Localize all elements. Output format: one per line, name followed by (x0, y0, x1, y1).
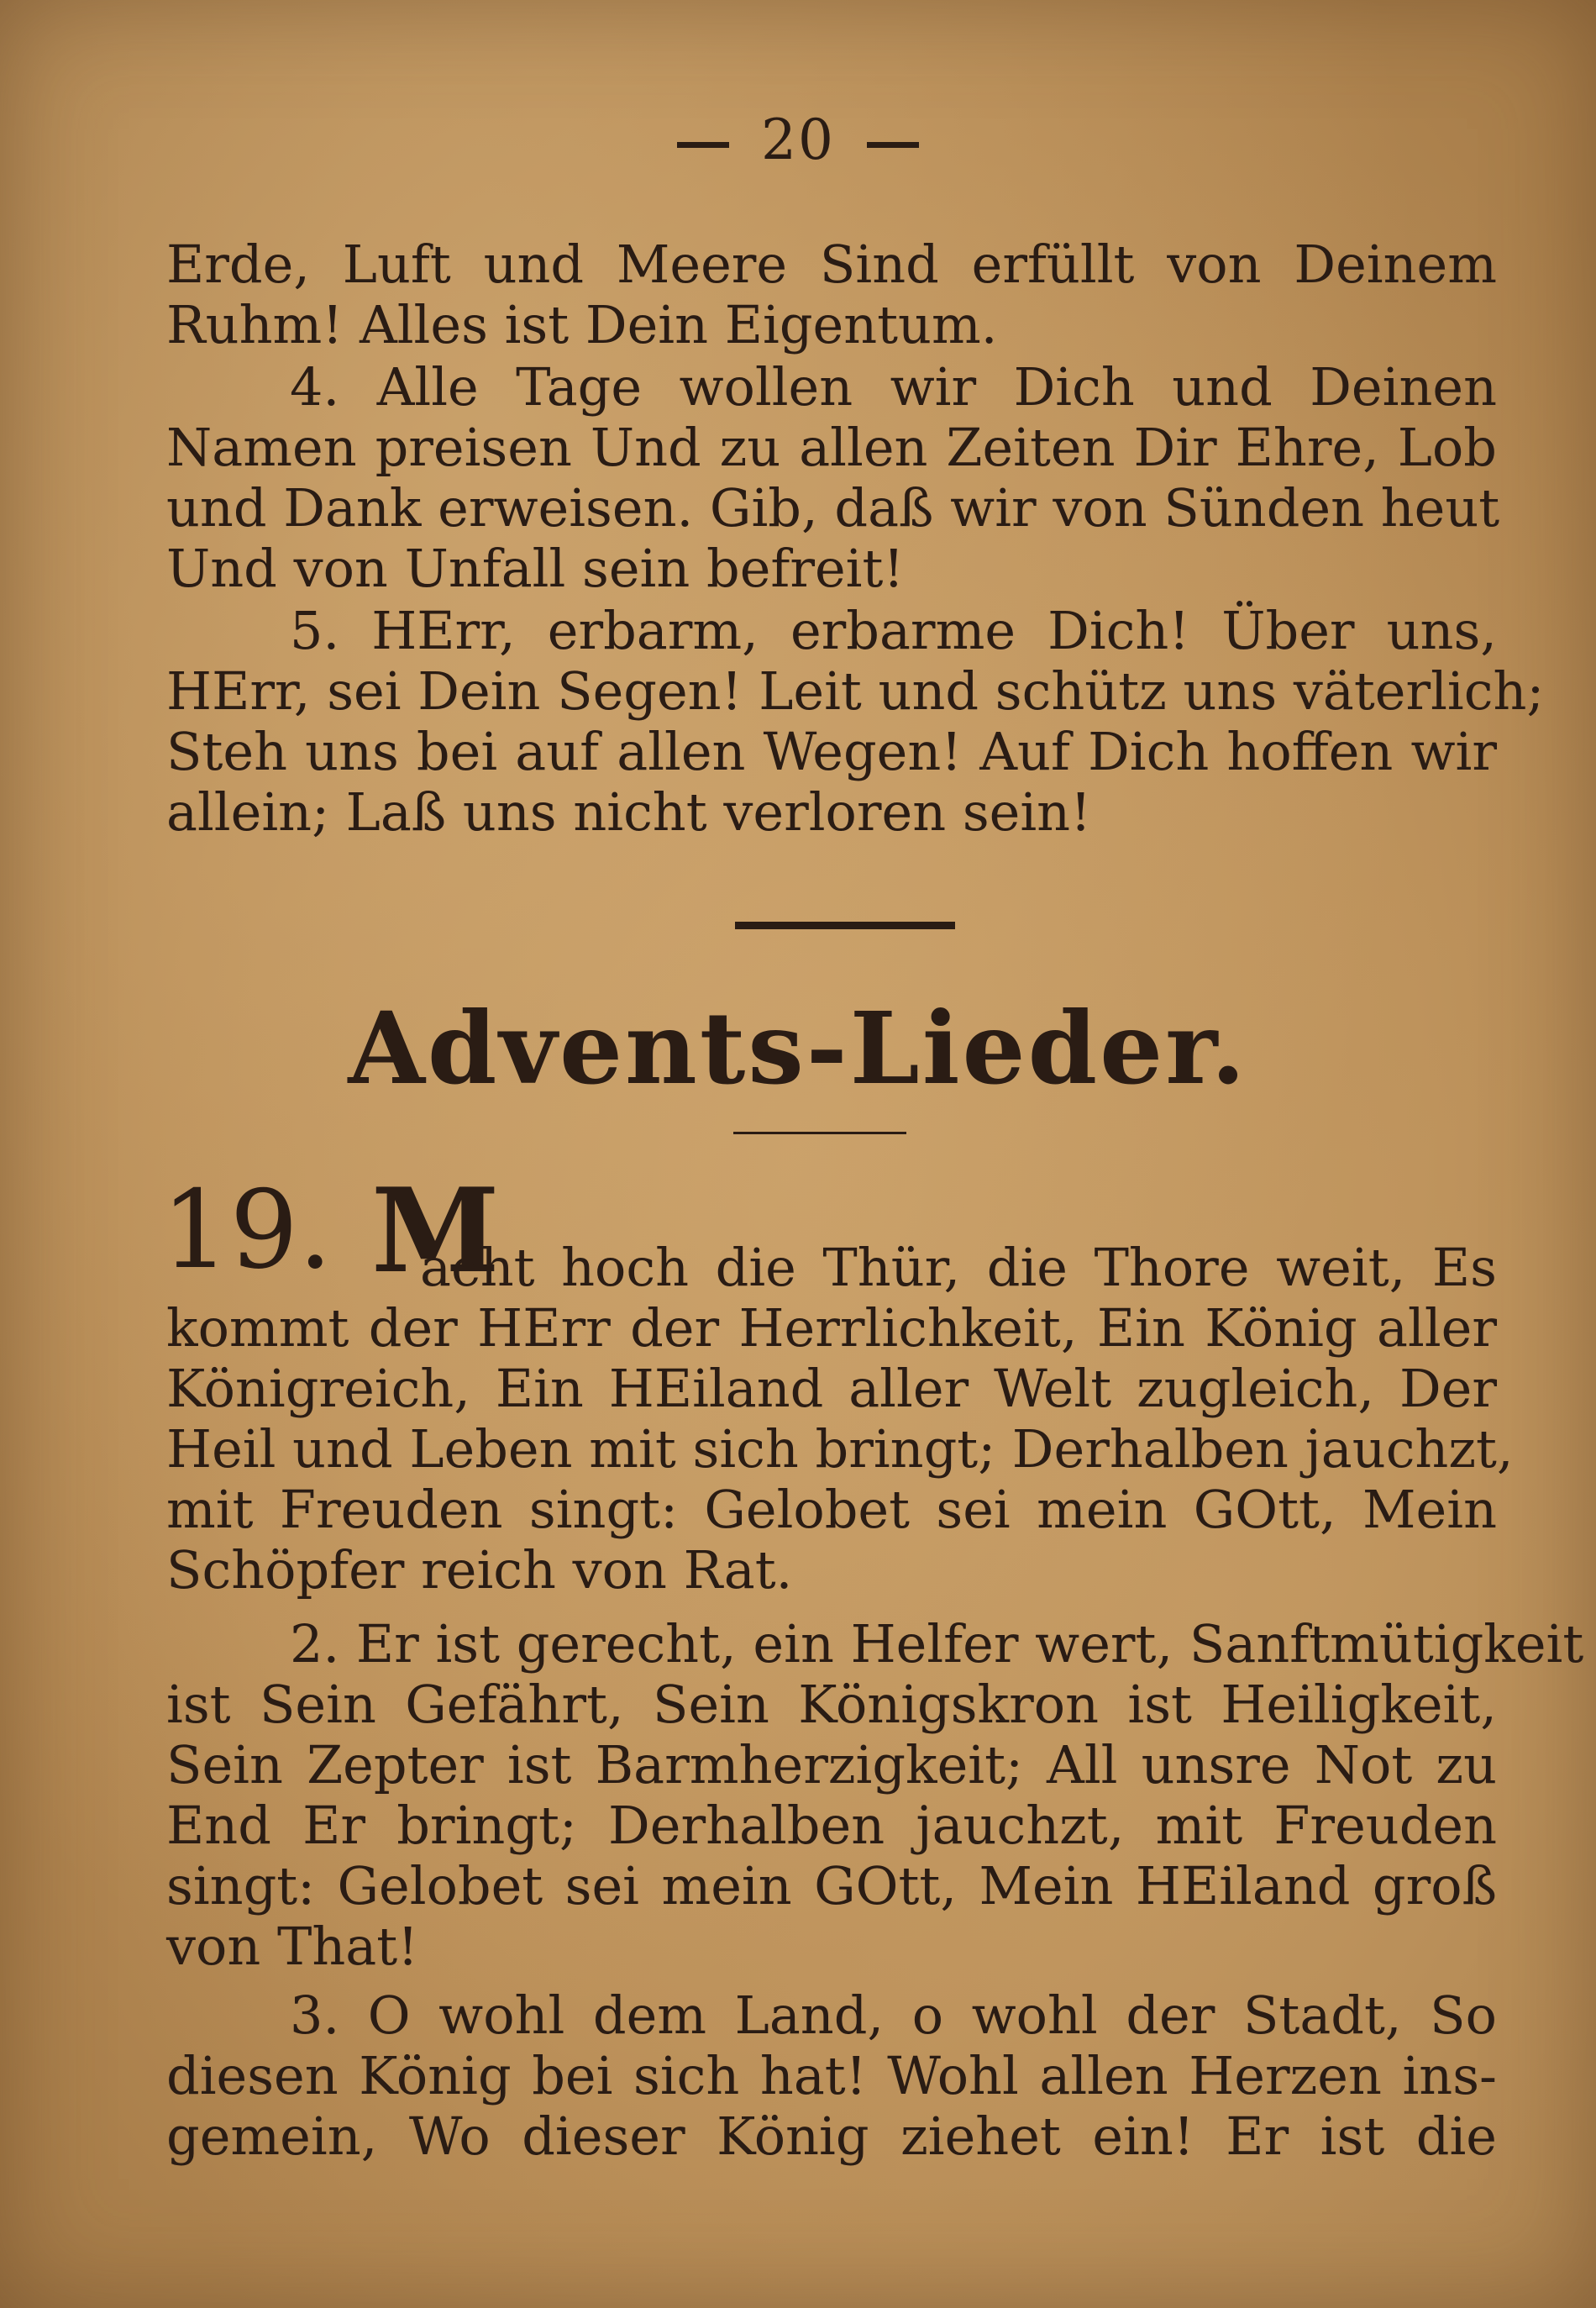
text-line: 5. HErr, erbarm, erbarme Dich! Über uns, (290, 600, 1497, 661)
text-line: 2. Er ist gerecht, ein Helfer wert, Sanftmütigkeit (290, 1613, 1584, 1674)
hymn-number: 19. (161, 1168, 333, 1293)
text-line: Königreich, Ein HEiland aller Welt zugleich, Der (166, 1358, 1497, 1419)
text-line: gemein, Wo dieser König ziehet ein! Er ist die (166, 2106, 1497, 2167)
text-line: mit Freuden singt: Gelobet sei mein GOtt, Mein (166, 1479, 1497, 1540)
page-number-right-dash (867, 142, 919, 148)
text-line: HErr, sei Dein Segen! Leit und schütz uns väterlich; (166, 660, 1545, 722)
text-line: Schöpfer reich von Rat. (166, 1539, 793, 1601)
text-line: Namen preisen Und zu allen Zeiten Dir Ehre, Lob (166, 417, 1497, 478)
text-line: diesen König bei sich hat! Wohl allen Herzen ins- (166, 2045, 1497, 2106)
text-line: von That! (166, 1916, 419, 1977)
drop-cap: M (371, 1162, 500, 1299)
text-line: Sein Zepter ist Barmherzigkeit; All unsre Not zu (166, 1734, 1497, 1795)
text-line: Ruhm! Alles ist Dein Eigentum. (166, 294, 998, 355)
section-divider (735, 922, 955, 929)
section-title: Advents-Lieder. (348, 990, 1248, 1107)
page-number (0, 108, 1596, 172)
text-line: End Er bringt; Derhalben jauchzt, mit Freuden (166, 1795, 1497, 1856)
text-line: singt: Gelobet sei mein GOtt, Mein HEiland groß (166, 1855, 1497, 1916)
text-line: Heil und Leben mit sich bringt; Derhalben jauchzt, (166, 1418, 1514, 1480)
text-line: 3. O wohl dem Land, o wohl der Stadt, So (290, 1985, 1497, 2046)
text-line: Steh uns bei auf allen Wegen! Auf Dich hoffen wir (166, 721, 1497, 782)
text-line: ist Sein Gefährt, Sein Königskron ist Heiligkeit, (166, 1674, 1497, 1735)
text-line: und Dank erweisen. Gib, daß wir von Sünden heut (166, 477, 1500, 539)
page-number-value: 20 (761, 108, 835, 172)
text-line: Und von Unfall sein befreit! (166, 538, 905, 599)
text-line: allein; Laß uns nicht verloren sein! (166, 781, 1092, 843)
page-number-left-dash (677, 142, 729, 148)
text-line: Erde, Luft und Meere Sind erfüllt von Deinem (166, 234, 1497, 295)
text-line: 4. Alle Tage wollen wir Dich und Deinen (290, 356, 1497, 418)
title-underline (733, 1132, 906, 1134)
text-line: kommt der HErr der Herrlichkeit, Ein König aller (166, 1297, 1497, 1359)
text-line: acht hoch die Thür, die Thore weit, Es (420, 1237, 1497, 1298)
